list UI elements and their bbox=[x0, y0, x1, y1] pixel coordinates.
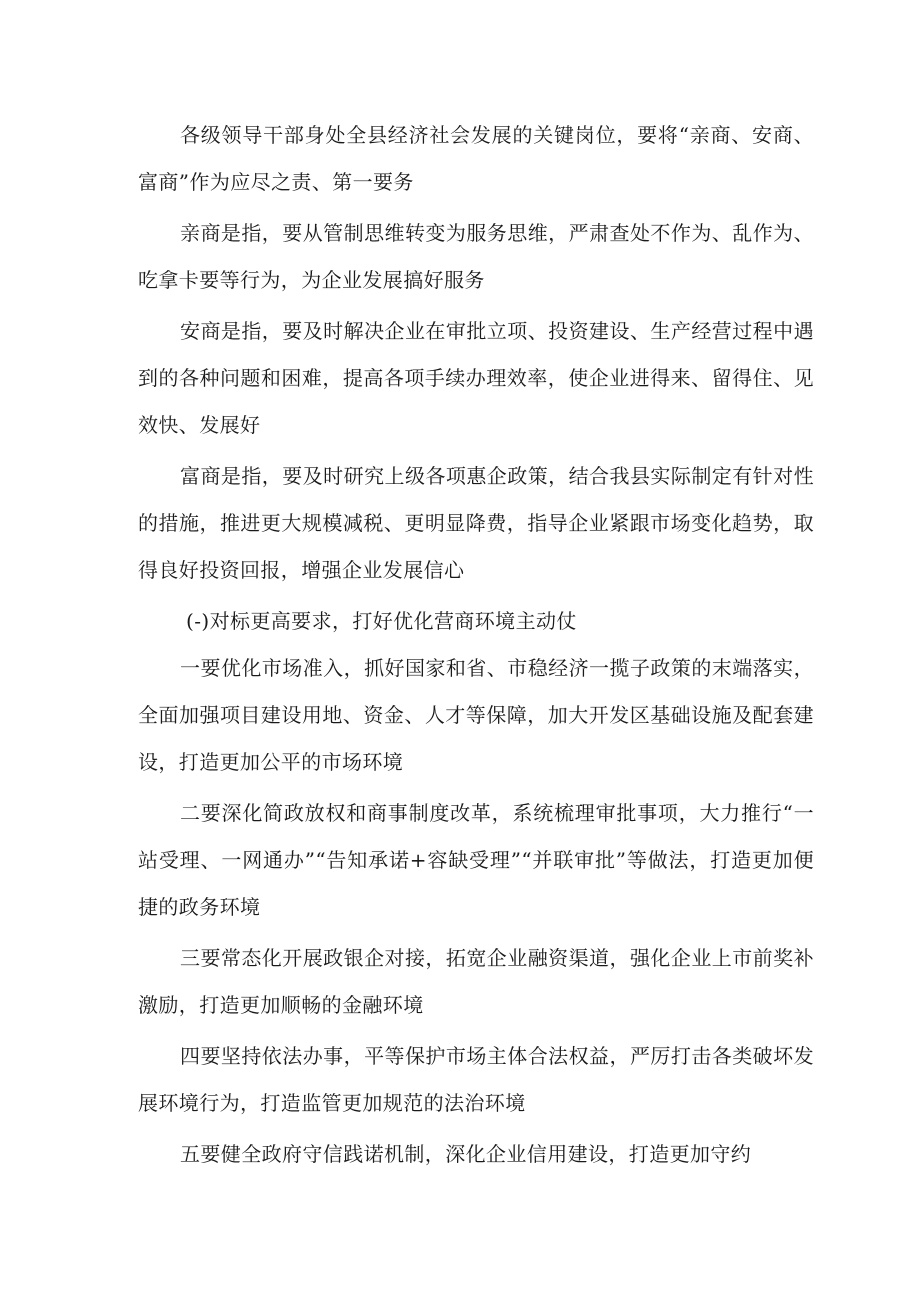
paragraph: 二要深化简政放权和商事制度改革，系统梳理审批事项，大力推行“一站受理、一网通办”“告知承诺+容缺受理”“并联审批”等做法，打造更加便捷的政务环境 bbox=[138, 801, 814, 919]
document-body bbox=[138, 112, 814, 1178]
paragraph: 各级领导干部身处全县经济社会发展的关键岗位，要将“亲商、安商、富商”作为应尽之责、第一要务 bbox=[138, 123, 814, 194]
paragraph: 亲商是指，要从管制思维转变为服务思维，严肃查处不作为、乱作为、吃拿卡要等行为，为企业发展搞好服务 bbox=[138, 221, 814, 292]
section-heading: (-)对标更高要求，打好优化营商环境主动仗 bbox=[186, 609, 577, 633]
paragraph: 一要优化市场准入，抓好国家和省、市稳经济一揽子政策的末端落实，全面加强项目建设用地、资金、人才等保障，加大开发区基础设施及配套建设，打造更加公平的市场环境 bbox=[138, 656, 814, 774]
paragraph: 四要坚持依法办事，平等保护市场主体合法权益，严厉打击各类破坏发展环境行为，打造监管更加规范的法治环境 bbox=[138, 1044, 814, 1115]
paragraph: 五要健全政府守信践诺机制，深化企业信用建设，打造更加守约 bbox=[180, 1142, 752, 1166]
paragraph: 安商是指，要及时解决企业在审批立项、投资建设、生产经营过程中遇到的各种问题和困难，提高各项手续办理效率，使企业进得来、留得住、见效快、发展好 bbox=[138, 319, 814, 437]
paragraph: 三要常态化开展政银企对接，拓宽企业融资渠道，强化企业上市前奖补激励，打造更加顺畅的金融环境 bbox=[138, 946, 814, 1017]
paragraph: 富商是指，要及时研究上级各项惠企政策，结合我县实际制定有针对性的措施，推进更大规模减税、更明显降费，指导企业紧跟市场变化趋势，取得良好投资回报，增强企业发展信心 bbox=[138, 464, 814, 582]
